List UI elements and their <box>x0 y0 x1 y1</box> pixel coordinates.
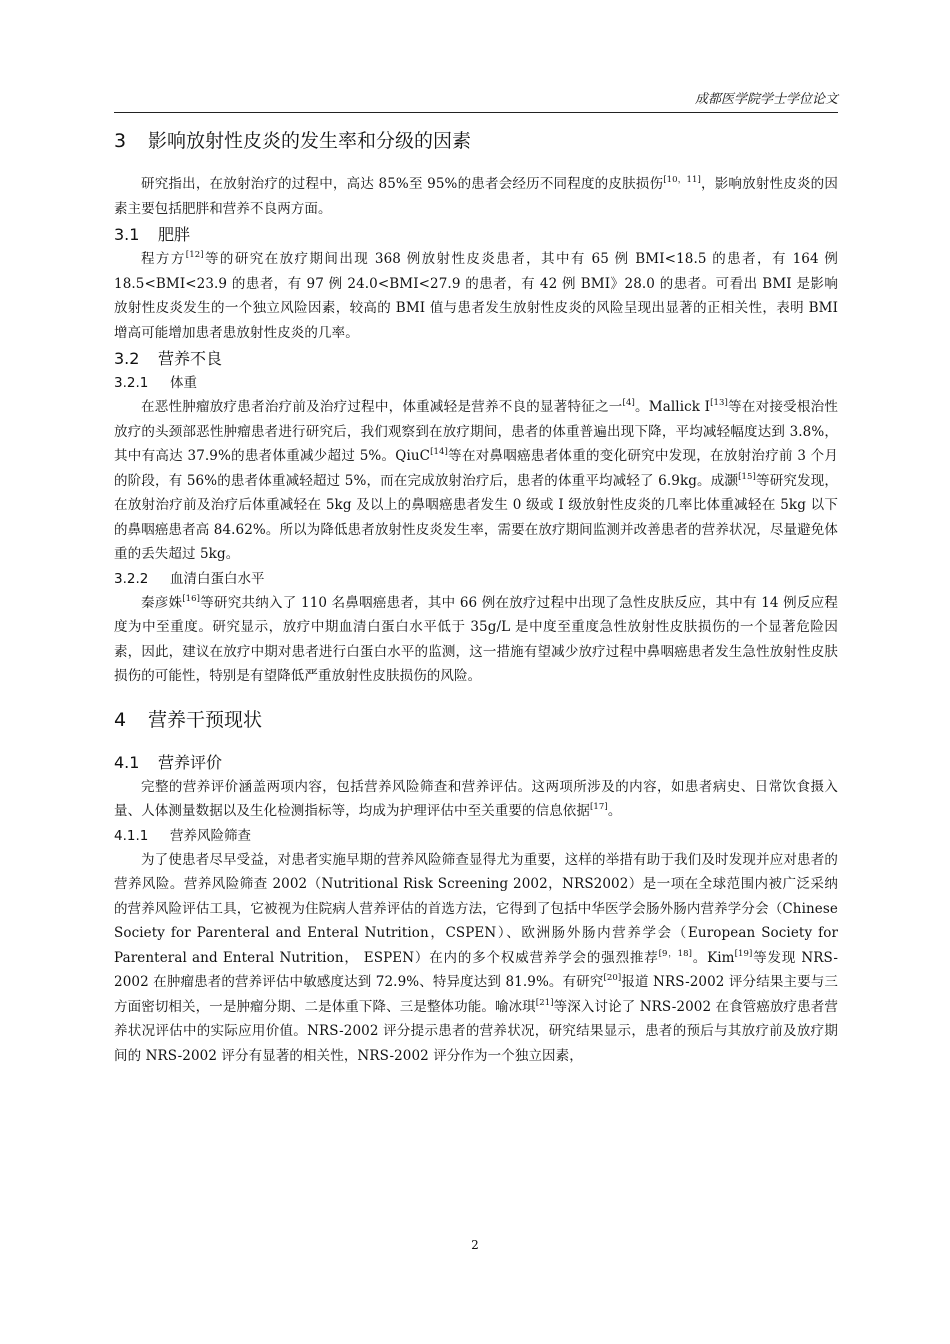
citation-ref: [21] <box>535 997 554 1008</box>
running-header: 成都医学院学士学位论文 <box>114 88 838 113</box>
section-title: 营养风险筛查 <box>170 827 251 844</box>
citation-ref: [4] <box>622 398 635 408</box>
text-run: 等的研究在放疗期间出现 368 例放射性皮炎患者，其中有 65 例 BMI<18.5 的患者，有 164 例 18.5<BMI<23.9 的患者，有 97 例 24.0<BMI<27.9 的患者，有 42 例 BMI》28.0 的患者。可看出 BMI 是影响放射性皮炎发生的一个独立风险因素，较高的 BMI 值与患者发生放射性皮炎的风险呈现出显著的正相关性，表明 BMI 增高可能增加患者患放射性皮炎的几率。 <box>114 251 838 341</box>
text-run: 报道 NRS-2002 评分结果主要与三方面密切相关，一是肿瘤分期、二是体重下降、三是整体功能。喻冰琪 <box>114 974 838 1015</box>
section-title: 营养不良 <box>158 349 223 368</box>
section-4-1-1-heading <box>114 825 838 847</box>
citation-ref: [10，11] <box>663 175 701 185</box>
section-number: 3.1 <box>114 225 140 244</box>
citation-ref: [9，18] <box>658 948 693 959</box>
sec4-1-paragraph <box>114 775 838 824</box>
text-run: 等深入讨论了 NRS-2002 在食管癌放疗患者营养状况评估中的实际应用价值。NRS-2002 评分提示患者的营养状况，研究结果显示，患者的预后与其放疗前及放疗期间的 NRS-2002 评分有显著的相关性，NRS-2002 评分作为一个独立因素， <box>114 998 838 1064</box>
citation-ref: [17] <box>590 802 608 812</box>
sec3-1-paragraph <box>114 247 838 345</box>
section-number: 4.1.1 <box>114 827 149 844</box>
text-run: 在恶性肿瘤放疗患者治疗前及治疗过程中，体重减轻是营养不良的显著特征之一 <box>141 399 623 415</box>
section-title: 影响放射性皮炎的发生率和分级的因素 <box>148 130 472 152</box>
section-number: 3.2 <box>114 349 140 368</box>
sec3-2-2-paragraph <box>114 591 838 689</box>
text-run: 。Kim <box>692 949 735 966</box>
text-run: 等在对鼻咽癌患者体重的变化研究中发现，在放射治疗前 3 个月的阶段，有 56%的患者体重减轻超过 5%，而在完成放射治疗后，患者的体重平均减轻了 6.9kg。成灏 <box>114 448 838 489</box>
section-title: 肥胖 <box>158 225 191 244</box>
section-title: 体重 <box>170 375 197 391</box>
page-body <box>114 122 838 1068</box>
section-title: 营养评价 <box>158 752 223 772</box>
citation-ref: [16] <box>182 593 201 604</box>
text-run: 。 <box>607 803 622 819</box>
text-run: 等在对接受根治性放疗的头颈部恶性肿瘤患者进行研究后，我们观察到在放疗期间，患者的体重普遍出现下降，平均减轻幅度达到 3.8%，其中有高达 37.9%的患者体重减少超过 5%。QiuC <box>114 399 838 464</box>
text-run: 为了使患者尽早受益，对患者实施早期的营养风险筛查显得尤为重要，这样的举措有助于我们及时发现并应对患者的营养风险。营养风险筛查 2002（Nutritional Risk Screening 2002，NRS2002）是一项在全球范围内被广泛采纳的营养风险评估工具，它被视为住院病人营养评估的首选方法，它得到了包括中华医学会肠外肠内营养学分会（Chinese Society for Parenteral and Enteral Nutrition，CSPEN）、欧洲肠外肠内营养学会（European Society for Parenteral and Enteral Nutrition， ESPEN）在内的多个权威营养学会的强烈推荐 <box>114 851 838 966</box>
text-run: 等研究发现，在放射治疗前及治疗后体重减轻在 5kg 及以上的鼻咽癌患者发生 0 级或 I 级放射性皮炎的几率比体重减轻在 5kg 以下的鼻咽癌患者高 84.62%。所以为降低患者放射性皮炎发生率，需要在放疗期间监测并改善患者的营养状况，尽量避免体重的丢失超过 5kg。 <box>114 472 838 562</box>
section-4-1-heading <box>114 751 838 775</box>
citation-ref: [12] <box>185 250 204 260</box>
sec3-intro-paragraph <box>114 172 838 221</box>
sec4-1-1-paragraph <box>114 848 838 1069</box>
citation-ref: [15] <box>738 471 756 482</box>
citation-ref: [13] <box>710 398 728 408</box>
text-run: 程方方 <box>141 251 186 267</box>
text-run: 等发现 NRS-2002 在肿瘤患者的营养评估中敏感度达到 72.9%、特异度达到 81.9%。有研究 <box>114 949 838 990</box>
section-title: 血清白蛋白水平 <box>170 570 265 587</box>
section-number: 3.2.2 <box>114 570 149 587</box>
text-run: ，影响放射性皮炎的因素主要包括肥胖和营养不良两方面。 <box>114 176 838 217</box>
section-number: 4 <box>114 708 127 731</box>
section-3-2-heading <box>114 347 838 371</box>
section-3-2-2-heading <box>114 568 838 590</box>
section-3-2-1-heading <box>114 372 838 394</box>
section-number: 3 <box>114 130 127 152</box>
sec3-2-1-paragraph <box>114 395 838 567</box>
section-3-1-heading <box>114 223 838 247</box>
section-3-heading <box>114 128 838 154</box>
text-run: 秦彦姝 <box>141 594 183 611</box>
page-number: 2 <box>471 1238 479 1252</box>
citation-ref: [20] <box>603 973 622 983</box>
section-title: 营养干预现状 <box>148 708 263 731</box>
text-run: 研究指出，在放射治疗的过程中，高达 85%至 95%的患者会经历不同程度的皮肤损伤 <box>141 176 664 192</box>
citation-ref: [19] <box>734 948 753 959</box>
text-run: 完整的营养评价涵盖两项内容，包括营养风险筛查和营养评估。这两项所涉及的内容，如患者病史、日常饮食摄入量、人体测量数据以及生化检测指标等，均成为护理评估中至关重要的信息依据 <box>114 778 838 819</box>
citation-ref: [14] <box>430 447 448 457</box>
section-4-heading <box>114 707 838 733</box>
text-run: 等研究共纳入了 110 名鼻咽癌患者，其中 66 例在放疗过程中出现了急性皮肤反应，其中有 14 例反应程度为中至重度。研究显示，放疗中期血清白蛋白水平低于 35g/L 是中度至重度急性放射性皮肤损伤的一个显著危险因素，因此，建议在放疗中期对患者进行白蛋白水平的监测，这一措施有望减少放疗过程中鼻咽癌患者发生急性放射性皮肤损伤的可能性，特别是有望降低严重放射性皮肤损伤的风险。 <box>114 594 838 684</box>
text-run: 。Mallick I <box>634 399 711 415</box>
section-number: 3.2.1 <box>114 375 149 391</box>
section-number: 4.1 <box>114 752 140 772</box>
